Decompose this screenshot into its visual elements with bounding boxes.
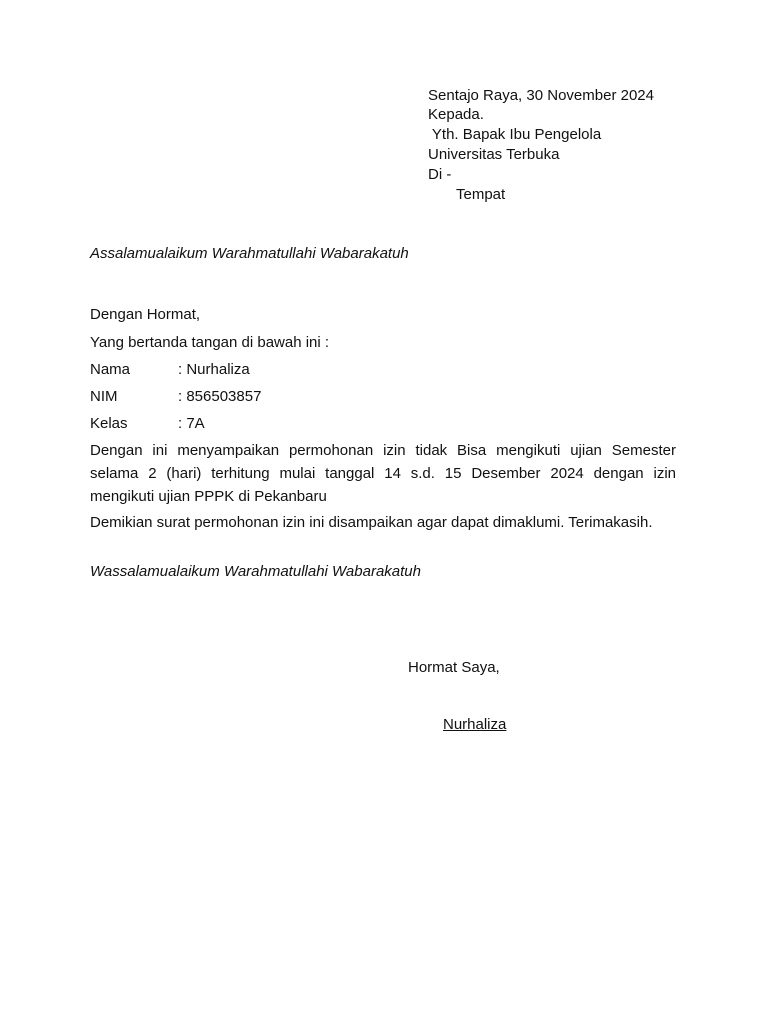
place-date: Sentajo Raya, 30 November 2024 xyxy=(428,87,654,104)
kepada-label: Kepada. xyxy=(428,106,484,123)
signature-closing: Hormat Saya, xyxy=(408,659,500,676)
field-value-kelas: : 7A xyxy=(178,415,205,432)
opening-greeting: Assalamualaikum Warahmatullahi Wabarakatuh xyxy=(90,245,409,262)
field-value-nama: : Nurhaliza xyxy=(178,361,250,378)
intro-line: Yang bertanda tangan di bawah ini : xyxy=(90,334,330,351)
field-label-nim: NIM xyxy=(90,388,118,405)
body-paragraph-closing: Demikian surat permohonan izin ini disampaikan agar dapat dimaklumi. Terimakasih. xyxy=(90,514,653,531)
tempat-label: Tempat xyxy=(456,186,506,203)
signature-name: Nurhaliza xyxy=(443,716,507,733)
field-label-kelas: Kelas xyxy=(90,415,128,432)
recipient-line-2: Universitas Terbuka xyxy=(428,146,560,163)
body-paragraph-request: Dengan ini menyampaikan permohonan izin tidak Bisa mengikuti ujian Semester selama 2 (hari) terhitung mulai tanggal 14 s.d. 15 Desember 2024 dengan izin mengikuti ujian PPPK di Pekanbaru xyxy=(90,442,676,505)
di-label: Di - xyxy=(428,166,452,183)
salutation: Dengan Hormat, xyxy=(90,306,201,323)
field-value-nim: : 856503857 xyxy=(178,388,262,405)
recipient-line-1: Yth. Bapak Ibu Pengelola xyxy=(428,126,602,143)
field-label-nama: Nama xyxy=(90,361,131,378)
closing-greeting: Wassalamualaikum Warahmatullahi Wabarakatuh xyxy=(90,563,421,580)
